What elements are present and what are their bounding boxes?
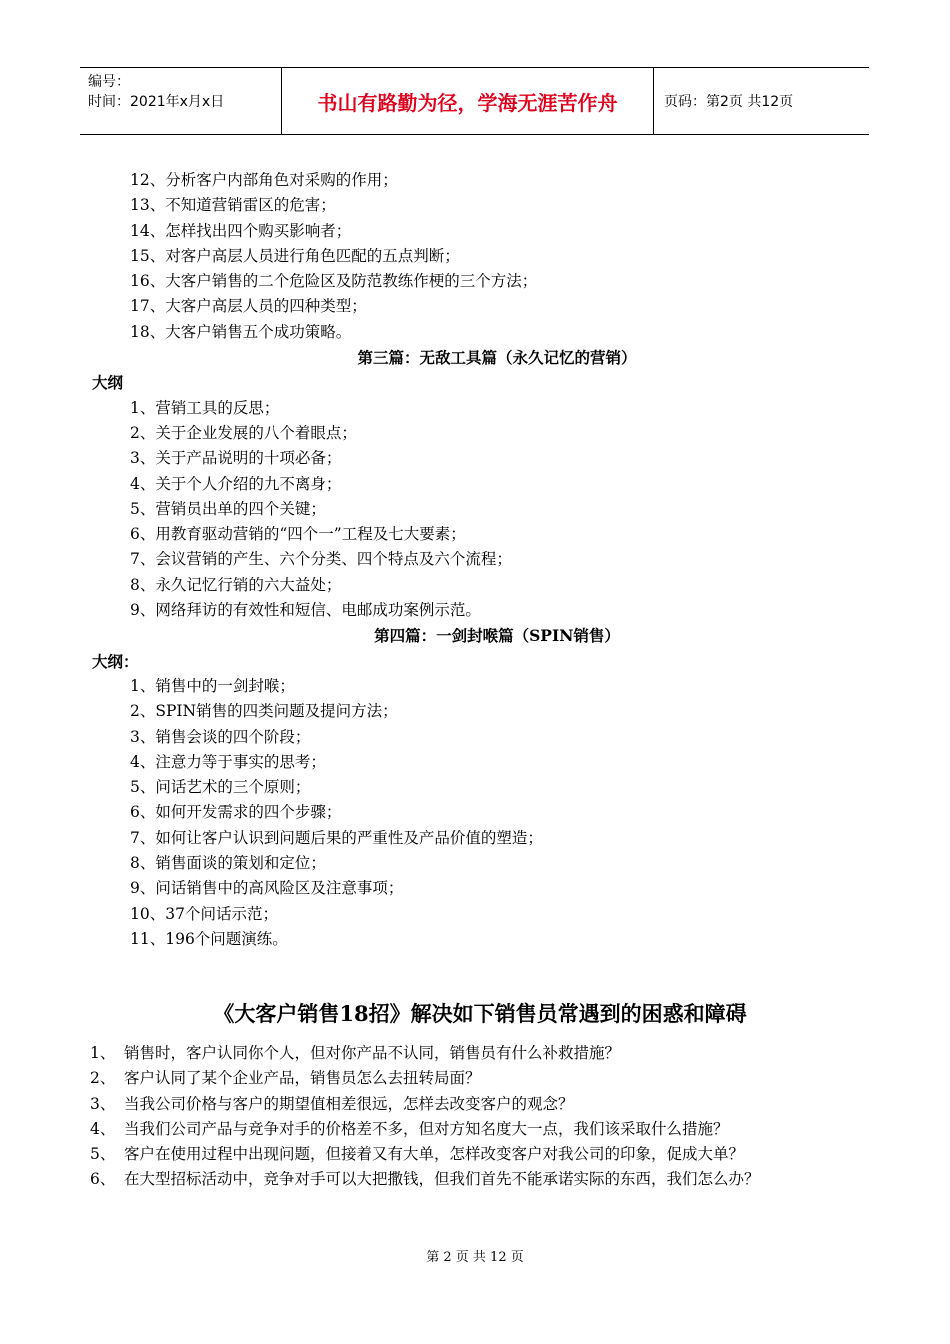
list-item: 7、如何让客户认识到问题后果的严重性及产品价值的塑造； [130, 828, 543, 847]
list-item: 2、关于企业发展的八个着眼点； [130, 423, 357, 442]
list-item: 8、销售面谈的策划和定位； [130, 854, 326, 873]
list-item: 9、问话销售中的高风险区及注意事项； [130, 879, 404, 898]
problem-item [90, 1167, 880, 1192]
problem-text: 在大型招标活动中，竞争对手可以大把撒钱，但我们首先不能承诺实际的东西，我们怎么办？ [124, 1170, 760, 1189]
list-item: 16、大客户销售的二个危险区及防范教练作梗的三个方法； [130, 272, 538, 291]
problems-title: 《大客户销售18招》解决如下销售员常遇到的困惑和障碍 [213, 1001, 747, 1026]
page-footer: 第 2 页 共 12 页 [426, 1250, 524, 1265]
list-item: 6、如何开发需求的四个步骤； [130, 803, 342, 822]
list-item: 5、问话艺术的三个原则； [130, 778, 311, 797]
page-header [80, 67, 869, 135]
problem-number: 5、 [90, 1145, 116, 1164]
section-4-outline-label: 大纲： [92, 651, 139, 671]
problem-number: 2、 [90, 1069, 116, 1088]
list-item: 9、网络拜访的有效性和短信、电邮成功案例示范。 [130, 601, 481, 620]
problem-item [90, 1066, 880, 1091]
list-item: 14、怎样找出四个购买影响者； [130, 221, 352, 240]
list-item: 13、不知道营销雷区的危害； [130, 196, 336, 215]
problem-item [90, 1092, 880, 1117]
problem-number: 3、 [90, 1094, 116, 1113]
list-item: 12、分析客户内部角色对采购的作用； [130, 171, 398, 189]
problems-list [90, 1041, 880, 1193]
list-item: 1、销售中的一剑封喉； [130, 676, 295, 695]
list-item: 1、营销工具的反思； [130, 398, 280, 417]
problem-text: 当我公司价格与客户的期望值相差很远，怎样去改变客户的观念？ [124, 1094, 574, 1113]
code-label: 编号： [88, 74, 130, 90]
section-3-outline-label: 大纲 [92, 373, 124, 393]
list-item: 5、营销员出单的四个关键； [130, 499, 326, 518]
list-item: 8、永久记忆行销的六大益处； [130, 575, 342, 594]
document-body [92, 168, 872, 952]
problem-item [90, 1142, 880, 1167]
problem-item [90, 1041, 880, 1066]
problem-number: 6、 [90, 1170, 116, 1189]
list-item: 4、关于个人介绍的九不离身； [130, 474, 342, 493]
list-item: 15、对客户高层人员进行角色匹配的五点判断； [130, 246, 460, 265]
list-item: 17、大客户高层人员的四种类型； [130, 297, 367, 316]
list-item: 18、大客户销售五个成功策略。 [130, 322, 352, 341]
problem-item [90, 1117, 880, 1142]
section-3-title: 第三篇：无敌工具篇（永久记忆的营销） [357, 348, 637, 368]
problem-text: 销售时，客户认同你个人，但对你产品不认同，销售员有什么补救措施？ [124, 1044, 621, 1062]
list-item: 10、37个问话示范； [130, 904, 278, 923]
list-item: 3、关于产品说明的十项必备； [130, 449, 342, 468]
header-page-label: 页码：第2页 共12页 [664, 94, 794, 110]
header-motto: 书山有路勤为径，学海无涯苦作舟 [282, 68, 654, 134]
problem-number: 4、 [90, 1119, 116, 1138]
list-item: 7、会议营销的产生、六个分类、四个特点及六个流程； [130, 550, 512, 569]
list-item: 2、SPIN销售的四类问题及提问方法； [130, 702, 398, 721]
section-4-title: 第四篇：一剑封喉篇（SPIN销售） [374, 626, 620, 646]
list-item: 11、196个问题演练。 [130, 929, 288, 948]
date-label: 时间：2021年x月x日 [88, 94, 225, 110]
problem-text: 当我们公司产品与竞争对手的价格差不多，但对方知名度大一点，我们该采取什么措施？ [124, 1119, 729, 1138]
problem-text: 客户在使用过程中出现问题，但接着又有大单，怎样改变客户对我公司的印象，促成大单？ [124, 1145, 745, 1164]
problem-text: 客户认同了某个企业产品，销售员怎么去扭转局面？ [124, 1069, 481, 1088]
list-item: 3、销售会谈的四个阶段； [130, 727, 311, 746]
header-meta [80, 68, 282, 134]
problem-number: 1、 [90, 1044, 116, 1062]
list-item: 6、用教育驱动营销的“四个一”工程及七大要素； [130, 525, 466, 544]
list-item: 4、注意力等于事实的思考； [130, 752, 326, 771]
